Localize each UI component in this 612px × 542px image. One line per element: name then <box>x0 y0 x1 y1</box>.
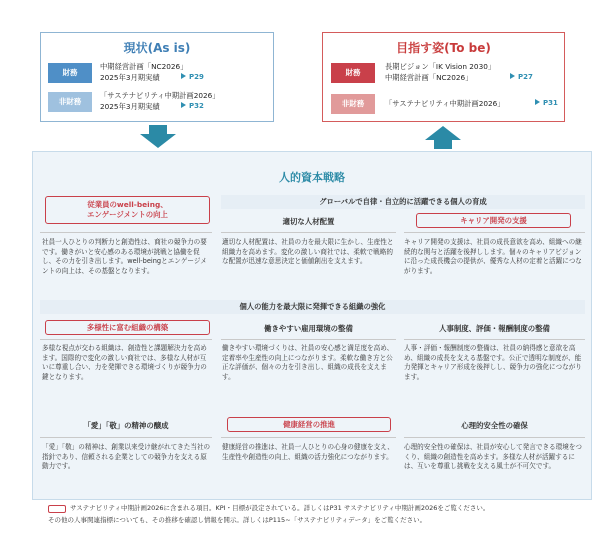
arrow-up-icon <box>421 125 465 149</box>
safety-heading: 心理的安全性の確保 <box>461 421 528 430</box>
current-nonfinancial-line1: 「サステナビリティ中期計画2026」 <box>100 91 220 100</box>
goal-nonfinancial-tag: 非財務 <box>331 94 375 114</box>
talent-heading: 適切な人材配置 <box>282 217 335 226</box>
spirit-heading: 「愛」「敬」の精神の醸成 <box>83 421 169 430</box>
divider <box>40 339 212 340</box>
footnote-line1: サステナビリティ中期計画2026に含まれる項目。KPI・目標が設定されている。詳しくはP31 サステナビリティ中期計画2026をご覧ください。 <box>70 504 490 512</box>
wellbeing-heading-line1: 従業員のwell-being、 <box>87 200 168 209</box>
goal-financial-ref-link[interactable]: P27 <box>510 73 550 81</box>
diversity-body: 多様な視点が交わる組織は、創造性と課題解決力を高めます。国際的で変化の激しい商社では、多様な人材が互いに尊重し合い、力を発揮できる環境づくりが競争力の鍵となります。 <box>42 344 207 381</box>
goal-financial-line2: 中期経営計画「NC2026」 <box>385 73 473 82</box>
goal-state-box <box>322 32 565 122</box>
current-nonfinancial-ref-link[interactable]: P32 <box>181 102 221 110</box>
footnote-line2: その他の人事関連指標についても、その推移を確認し情報を開示。詳しくはP115~「サステナビリティデータ」をご覧ください。 <box>48 516 427 524</box>
divider <box>404 232 585 233</box>
current-state-box <box>40 32 274 122</box>
arrow-down-icon <box>136 125 180 149</box>
workenv-heading: 働きやすい雇用環境の整備 <box>264 324 353 333</box>
divider <box>404 437 585 438</box>
diversity-heading: 多様性に富む組織の構築 <box>45 320 210 335</box>
divider <box>221 232 396 233</box>
spirit-body: 「愛」「敬」の精神は、創業以来受け継がれてきた当社の指針であり、信頼される企業としての競争力を支える原動力です。 <box>42 443 211 471</box>
career-heading: キャリア開発の支援 <box>416 213 571 228</box>
goal-nonfinancial-ref-link[interactable]: P31 <box>535 99 565 107</box>
legend-red-frame-icon <box>48 505 66 513</box>
health-body: 健康経営の推進は、社員一人ひとりの心身の健康を支え、生産性や創造性の向上、組織の活力強化につながります。 <box>222 443 394 461</box>
divider <box>221 339 396 340</box>
health-heading: 健康経営の推進 <box>227 417 391 432</box>
divider <box>404 339 585 340</box>
divider <box>221 437 396 438</box>
hrsystem-body: 人事・評価・報酬制度の整備は、社員の納得感と意欲を高め、組織の成長を支える基盤です。公正で透明な制度が、能力発揮とキャリア形成を後押しし、競争力の強化につながります。 <box>404 344 582 381</box>
current-financial-ref-link[interactable]: P29 <box>181 73 221 81</box>
current-nonfinancial-line2: 2025年3月期実績 <box>100 102 160 111</box>
wellbeing-heading <box>45 196 210 224</box>
financial-tag: 財務 <box>48 63 92 83</box>
divider <box>40 232 212 233</box>
nonfinancial-tag: 非財務 <box>48 92 92 112</box>
career-body: キャリア開発の支援は、社員の成長意欲を高め、組織への継続的な関与と活躍を後押しします。個々のキャリアビジョンに沿った成長機会の提供が、優秀な人材の定着と活躍につながります。 <box>404 238 582 275</box>
divider <box>40 437 212 438</box>
current-financial-line2: 2025年3月期実績 <box>100 73 160 82</box>
safety-body: 心理的安全性の確保は、社員が安心して発言できる環境をつくり、組織の創造性を高めます。多様な人材が活躍するには、互いを尊重し挑戦を支える風土が不可欠です。 <box>404 443 583 471</box>
goal-nonfinancial-line1: 「サステナビリティ中期計画2026」 <box>385 99 505 108</box>
goal-state-title: 目指す姿(To be) <box>396 41 491 55</box>
workenv-body: 働きやすい環境づくりは、社員の安心感と満足度を高め、定着率や生産性の向上につながります。柔軟な働き方と公正な評価が、個々の力を引き出し、組織の成長を支えます。 <box>222 344 394 381</box>
individual-growth-banner: グローバルで自律・自立的に活躍できる個人の育成 <box>221 195 585 209</box>
goal-financial-line1: 長期ビジョン「IK Vision 2030」 <box>385 62 496 71</box>
wellbeing-body: 社員一人ひとりの判断力と創造性は、商社の競争力の要です。働きがいと安心感のある環境が挑戦と協働を促し、その力を引き出します。well-beingとエンゲージメントの向上は、その基盤となります。 <box>42 238 207 275</box>
hrsystem-heading: 人事制度、評価・報酬制度の整備 <box>439 324 550 333</box>
current-financial-line1: 中期経営計画「NC2026」 <box>100 62 188 71</box>
strategy-title: 人的資本戦略 <box>279 171 345 184</box>
current-state-title: 現状(As is) <box>123 41 191 55</box>
organization-banner: 個人の能力を最大限に発揮できる組織の強化 <box>40 300 585 314</box>
talent-body: 適切な人材配置は、社員の力を最大限に生かし、生産性と組織力を高めます。変化の激しい商社では、柔軟で戦略的な配置が迅速な意思決定と価値創出を支えます。 <box>222 238 394 266</box>
wellbeing-heading-line2: エンゲージメントの向上 <box>87 210 168 219</box>
goal-financial-tag: 財務 <box>331 63 375 83</box>
